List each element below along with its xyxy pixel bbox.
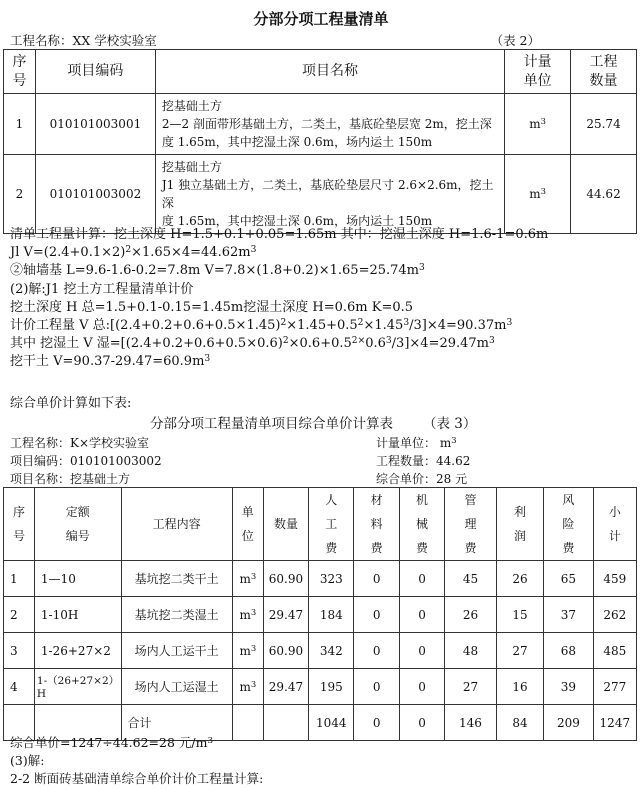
cell-subtotal: 459 <box>593 561 636 597</box>
cell-quantity: 29.47 <box>263 597 308 633</box>
info-item: 项目名称：挖基础土方 <box>10 472 131 486</box>
cell-subtotal: 485 <box>593 633 636 669</box>
header-machine: 机 械 费 <box>399 488 444 561</box>
table-header-row <box>4 50 637 94</box>
header-name: 项目名称 <box>155 50 504 94</box>
calc-line: 计价工程量 V 总$:[(2.4+0.2+0.6+0.5\times 1.45)^2\times 1.45+0.5^2\times 1.45^3/3]\times 4=90.37m^3$ <box>10 317 513 334</box>
cell-management: 48 <box>445 633 497 669</box>
cell-management: 26 <box>445 597 497 633</box>
row-seq: 2 <box>4 155 36 234</box>
total-label: 合计 <box>121 705 232 741</box>
cell-risk: 37 <box>544 597 593 633</box>
table-row <box>4 155 637 234</box>
row-unit: $m^3$ <box>505 94 571 155</box>
calc-line: 清单工程量计算：挖土深度 H=1.5+0.1+0.05=1.65m 其中：挖湿土深度 H=1.6-1=0.6m <box>10 227 549 242</box>
header-subtotal: 小 计 <box>593 488 636 561</box>
total-risk: 209 <box>544 705 593 741</box>
calc-line: (2)解:J1 挖土方工程量清单计价 <box>10 281 194 297</box>
cell-quota: 1-（26+27×2）H <box>34 669 121 705</box>
header-unit: 单 位 <box>232 488 263 561</box>
cell-material: 0 <box>354 633 399 669</box>
table-row <box>4 633 637 669</box>
cell-seq: 3 <box>4 633 35 669</box>
solution-label: (3)解: <box>10 753 45 768</box>
project-name: 工程名称：XX 学校实验室 <box>10 33 157 48</box>
header-profit: 利 润 <box>496 488 543 561</box>
table-row <box>4 94 637 155</box>
cell-material: 0 <box>354 597 399 633</box>
cell-empty <box>263 705 308 741</box>
row-code: 010101003002 <box>35 155 155 234</box>
info-code: 项目编码：010101003002 <box>10 454 162 468</box>
header-quantity: 数量 <box>263 488 308 561</box>
cell-profit: 27 <box>496 633 543 669</box>
header-quantity: 工程 数量 <box>571 50 637 94</box>
header-seq: 序 号 <box>4 50 36 94</box>
summary-intro: 综合单价计算如下表: <box>10 396 132 411</box>
total-material: 0 <box>354 705 399 741</box>
cell-risk: 68 <box>544 633 593 669</box>
cell-content: 基坑挖二类湿土 <box>121 597 232 633</box>
cell-machine: 0 <box>399 597 444 633</box>
cell-content: 基坑挖二类干土 <box>121 561 232 597</box>
info-quantity: 工程数量：44.62 <box>376 454 471 468</box>
row-seq: 1 <box>4 94 36 155</box>
table3-number: （表 3） <box>423 416 477 432</box>
cell-unit: $m^3$ <box>232 669 263 705</box>
cell-empty <box>232 705 263 741</box>
table-row <box>4 561 637 597</box>
cell-unit: $m^3$ <box>232 561 263 597</box>
header-seq: 序 号 <box>4 488 35 561</box>
header-content: 工程内容 <box>121 488 232 561</box>
header-quota: 定额 编号 <box>34 488 121 561</box>
cell-seq: 4 <box>4 669 35 705</box>
total-profit: 84 <box>496 705 543 741</box>
calculation-block <box>10 226 635 372</box>
table-row <box>4 597 637 633</box>
cell-labor: 195 <box>309 669 354 705</box>
info-project: 工程名称：K×学校实验室 <box>10 436 150 450</box>
cell-content: 场内人工运湿土 <box>121 669 232 705</box>
header-material: 材 料 费 <box>354 488 399 561</box>
cell-machine: 0 <box>399 561 444 597</box>
cell-quota: 1-10H <box>34 597 121 633</box>
cell-labor: 184 <box>309 597 354 633</box>
cell-material: 0 <box>354 669 399 705</box>
cell-profit: 26 <box>496 561 543 597</box>
cell-quota: 1-26+27×2 <box>34 633 121 669</box>
row-code: 010101003001 <box>35 94 155 155</box>
cell-unit: $m^3$ <box>232 597 263 633</box>
cell-risk: 65 <box>544 561 593 597</box>
cell-profit: 16 <box>496 669 543 705</box>
cell-quantity: 60.90 <box>263 561 308 597</box>
header-management: 管 理 费 <box>445 488 497 561</box>
header-unit: 计量 单位 <box>505 50 571 94</box>
unit-price-result: 综合单价=1247÷44.62=28 元$/m^3$ <box>10 735 214 750</box>
info-unit: 计量单位： $m^3$ <box>376 435 457 450</box>
header-labor: 人 工 费 <box>309 488 354 561</box>
table3-title: 分部分项工程量清单项目综合单价计算表 （表 3） <box>150 416 477 432</box>
total-management: 146 <box>445 705 497 741</box>
cell-management: 27 <box>445 669 497 705</box>
row-unit: $m^3$ <box>505 155 571 234</box>
cell-quantity: 60.90 <box>263 633 308 669</box>
calc-line: 其中 挖湿土 V 湿$=[(2.4+0.2+0.6+0.5\times 0.6)^2\times 0.6+0.5^{2\times}0.6^3/3]\times 4=29.47m^3$ <box>10 336 495 352</box>
total-subtotal: 1247 <box>593 705 636 741</box>
table-number: （表 2） <box>490 33 540 48</box>
info-price: 综合单价：28 元 <box>376 472 468 486</box>
table-header-row <box>4 488 637 561</box>
row-name: 挖基础土方 J1 独立基础土方，二类土，基底砼垫层尺寸 2.6×2.6m，挖土深 度 1.65m，其中挖湿土深 0.6m，场内运土 150m <box>155 155 504 234</box>
cell-risk: 39 <box>544 669 593 705</box>
unit-price-table <box>3 487 637 741</box>
header-risk: 风 险 费 <box>544 488 593 561</box>
document-title: 分部分项工程量清单 <box>253 10 389 28</box>
row-quantity: 25.74 <box>571 94 637 155</box>
row-name: 挖基础土方 2—2 剖面带形基础土方，二类土，基底砼垫层宽 2m，挖土深 度 1.65m，其中挖湿土深 0.6m，场内运土 150m <box>155 94 504 155</box>
cell-labor: 342 <box>309 633 354 669</box>
project-line <box>10 31 630 49</box>
cell-seq: 2 <box>4 597 35 633</box>
calc-line: ②轴墙基 L=9.6-1.6-0.2=7.8m $V=7.8\times(1.8+0.2)\times 1.65=25.74m^3$ <box>10 263 425 279</box>
cell-management: 45 <box>445 561 497 597</box>
header-code: 项目编码 <box>35 50 155 94</box>
table-row <box>4 669 637 705</box>
cell-quota: 1—10 <box>34 561 121 597</box>
cell-unit: $m^3$ <box>232 633 263 669</box>
cell-quantity: 29.47 <box>263 669 308 705</box>
calc-line: Jl $V=(2.4+0.1\times 2)^2\times 1.65\times 4=44.62m^3$ <box>10 245 257 261</box>
cell-profit: 15 <box>496 597 543 633</box>
cell-seq: 1 <box>4 561 35 597</box>
cell-machine: 0 <box>399 633 444 669</box>
calc-line: 挖土深度 H 总=1.5+0.1-0.15=1.45m挖湿土深度 H=0.6m K=0.5 <box>10 299 414 315</box>
bill-of-quantities-table <box>3 49 637 234</box>
cell-subtotal: 262 <box>593 597 636 633</box>
cell-content: 场内人工运干土 <box>121 633 232 669</box>
cell-machine: 0 <box>399 669 444 705</box>
row-quantity: 44.62 <box>571 155 637 234</box>
calc-line: 挖干土 $V=90.37-29.47=60.9m^3$ <box>10 354 211 370</box>
total-labor: 1044 <box>309 705 354 741</box>
cell-subtotal: 277 <box>593 669 636 705</box>
total-machine: 0 <box>399 705 444 741</box>
cell-material: 0 <box>354 561 399 597</box>
section-calc-heading: 2-2 断面砖基础清单综合单价计价工程量计算: <box>10 771 264 786</box>
cell-labor: 323 <box>309 561 354 597</box>
